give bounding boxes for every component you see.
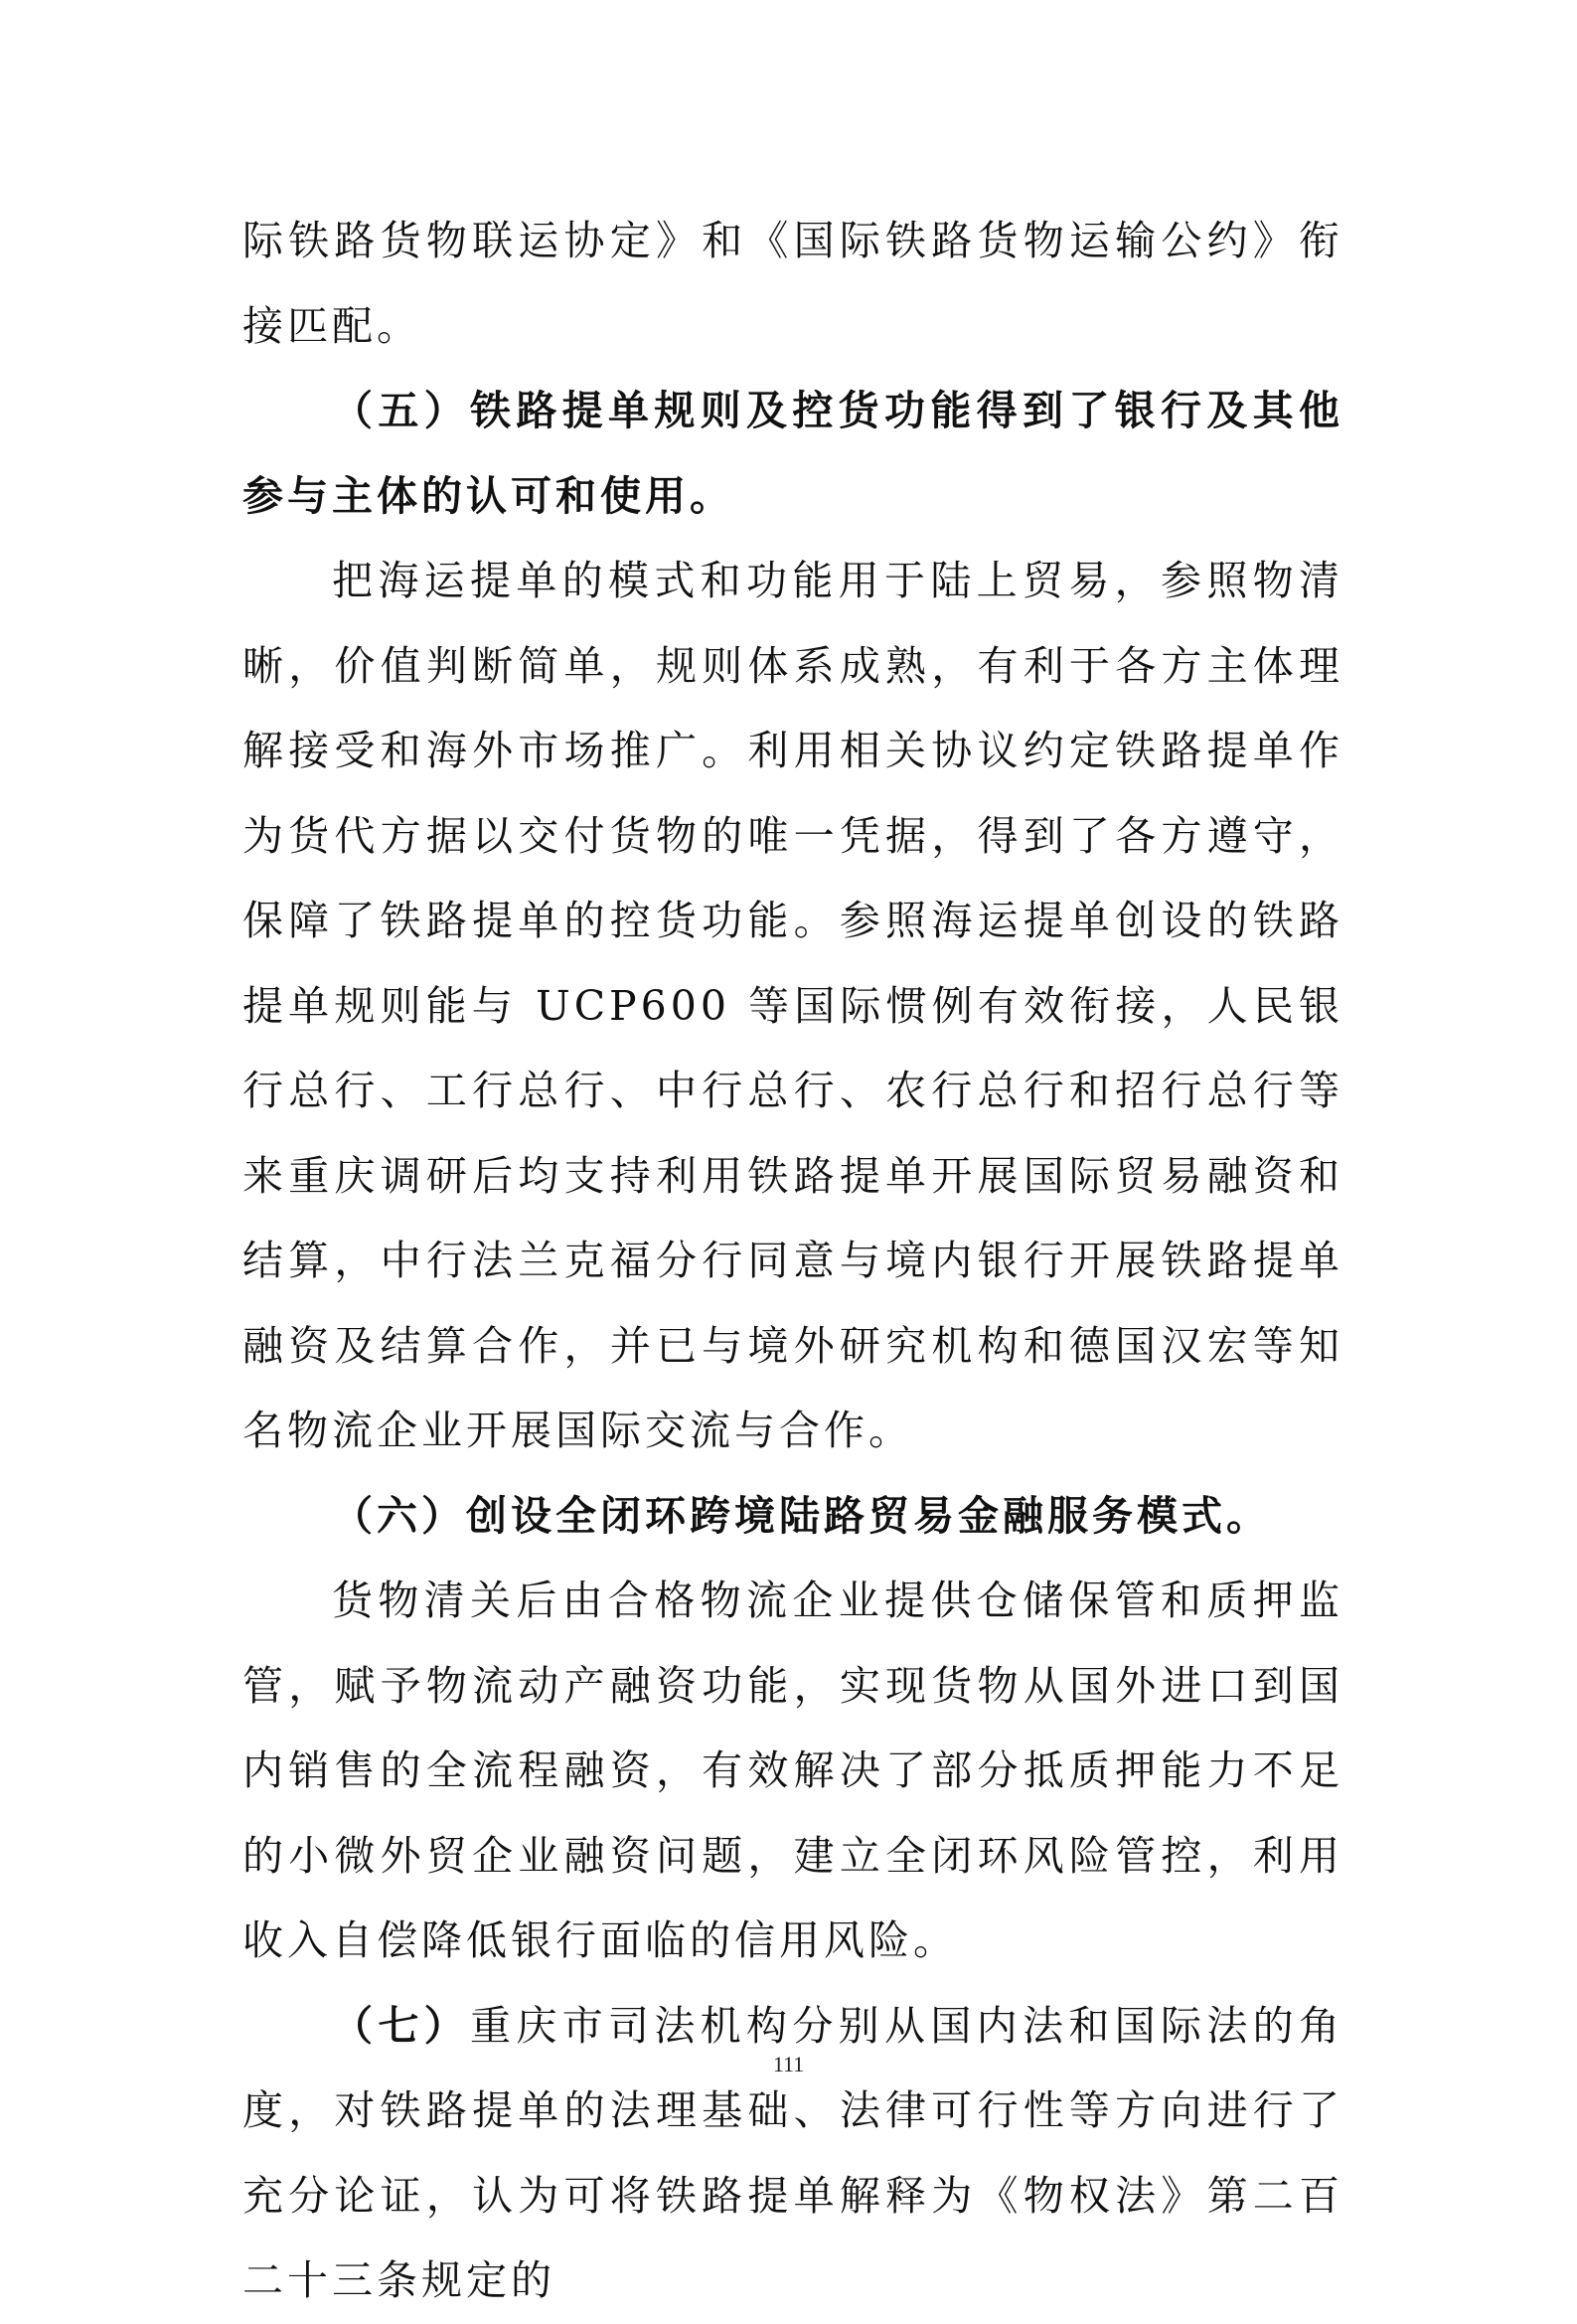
section-paragraph-5: 把海运提单的模式和功能用于陆上贸易，参照物清晰，价值判断简单，规则体系成熟，有利于各方主体理解接受和海外市场推广。利用相关协议约定铁路提单作为货代方据以交付货物的唯一凭据，得到了各方遵守，保障了铁路提单的控货功能。参照海运提单创设的铁路提单规则能与 UCP600 等国际惯例有效衔接，人民银行总行、工行总行、中行总行、农行总行和招行总行等来重庆调研后均支持利用铁路提单开展国际贸易融资和结算，中行法兰克福分行同意与境内银行开展铁路提单融资及结算合作，并已与境外研究机构和德国汉宏等知名物流企业开展国际交流与合作。: [242, 557, 1343, 1454]
continuation-paragraph: 际铁路货物联运协定》和《国际铁路货物运输公约》衔接匹配。: [242, 217, 1343, 350]
section-paragraph-6: 货物清关后由合格物流企业提供仓储保管和质押监管，赋予物流动产融资功能，实现货物从国外进口到国内销售的全流程融资，有效解决了部分抵质押能力不足的小微外贸企业融资问题，建立全闭环风险管控，利用收入自偿降低银行面临的信用风险。: [242, 1577, 1343, 1964]
section-paragraph-7: [242, 1984, 1343, 2324]
page-number: 111: [772, 2052, 805, 2076]
section-7-text: 重庆市司法机构分别从国内法和国际法的角度，对铁路提单的法理基础、法律可行性等方向进行了充分论证，认为可将铁路提单解释为《物权法》第二百二十三条规定的: [242, 2001, 1343, 2304]
section-7-prefix: （七）: [332, 2001, 470, 2050]
section-heading-6: （六）创设全闭环跨境陆路贸易金融服务模式。: [332, 1491, 1271, 1540]
body-text: [242, 199, 1343, 2324]
section-heading-5: （五）铁路提单规则及控货功能得到了银行及其他参与主体的认可和使用。: [242, 387, 1343, 520]
